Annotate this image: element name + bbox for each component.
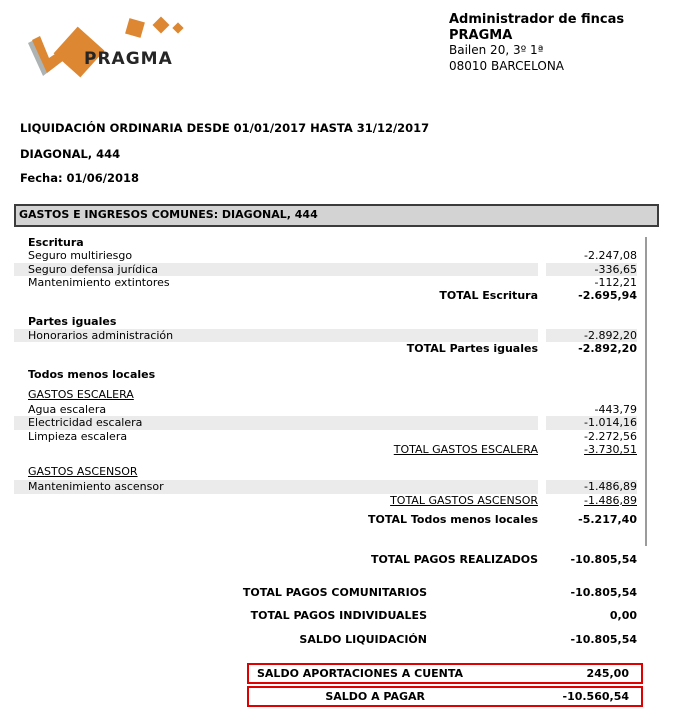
spacer xyxy=(14,526,656,553)
total-value: -1.486,89 xyxy=(584,493,637,507)
grand-total-row xyxy=(14,553,656,566)
total-label: TOTAL GASTOS ASCENSOR xyxy=(390,493,538,507)
highlight-label: SALDO A PAGAR xyxy=(325,690,425,704)
summary-value: -10.805,54 xyxy=(570,585,637,599)
group-total-row xyxy=(14,342,656,355)
total-label: TOTAL PAGOS REALIZADOS xyxy=(370,553,538,567)
expense-row xyxy=(14,249,656,262)
row-label: Electricidad escalera xyxy=(14,416,538,429)
row-value: -336,65 xyxy=(546,263,637,276)
statement-table xyxy=(14,236,656,709)
total-value: -2.695,94 xyxy=(578,289,637,303)
section-header-bar: GASTOS E INGRESOS COMUNES: DIAGONAL, 444 xyxy=(14,204,659,227)
summary-row xyxy=(14,609,656,623)
highlight-label: SALDO APORTACIONES A CUENTA xyxy=(257,667,464,681)
subgroup-heading: GASTOS ESCALERA xyxy=(28,387,134,401)
subgroup-total-row xyxy=(14,443,656,456)
row-value: -2.892,20 xyxy=(546,329,637,342)
expense-row xyxy=(14,263,656,276)
spacer xyxy=(14,567,656,586)
right-border-line xyxy=(645,237,647,546)
document-date: Fecha: 01/06/2018 xyxy=(20,171,139,185)
summary-label: TOTAL PAGOS INDIVIDUALES xyxy=(250,609,427,623)
expense-row xyxy=(14,480,656,493)
total-value: -10.805,54 xyxy=(570,553,637,567)
expense-row xyxy=(14,329,656,342)
summary-label: SALDO LIQUIDACIÓN xyxy=(299,632,427,646)
pragma-logo-icon xyxy=(28,8,198,84)
summary-value: 0,00 xyxy=(609,609,637,623)
total-value: -5.217,40 xyxy=(578,513,637,527)
row-value: -2.272,56 xyxy=(584,429,637,443)
total-label: TOTAL Escritura xyxy=(439,289,538,303)
spacer xyxy=(14,456,656,465)
logo-wordmark: PRAGMA xyxy=(84,49,173,69)
summary-value: -10.805,54 xyxy=(570,632,637,646)
highlight-value: 245,00 xyxy=(586,667,629,681)
spacer xyxy=(14,355,656,368)
group-heading: Escritura xyxy=(28,236,84,249)
group-heading: Partes iguales xyxy=(28,315,117,329)
row-label: Mantenimiento ascensor xyxy=(14,480,538,493)
document-titles xyxy=(20,121,429,185)
row-label: Mantenimiento extintores xyxy=(28,275,170,289)
highlight-value: -10.560,54 xyxy=(562,690,629,704)
document-title: LIQUIDACIÓN ORDINARIA DESDE 01/01/2017 HASTA 31/12/2017 xyxy=(20,121,430,135)
row-value: -1.486,89 xyxy=(546,480,637,493)
group-total-row xyxy=(14,289,656,302)
company-street: Bailen 20, 3º 1ª xyxy=(449,43,544,57)
total-value: -2.892,20 xyxy=(578,342,637,356)
row-label: Limpieza escalera xyxy=(28,429,128,443)
row-value: -443,79 xyxy=(594,402,637,416)
row-value: -2.247,08 xyxy=(584,249,637,263)
summary-label: TOTAL PAGOS COMUNITARIOS xyxy=(242,585,427,599)
row-label: Honorarios administración xyxy=(14,329,538,342)
saldo-a-pagar-box xyxy=(247,686,643,707)
row-value: -1.014,16 xyxy=(546,416,637,429)
spacer xyxy=(14,302,656,315)
expense-row xyxy=(14,276,656,289)
row-value: -112,21 xyxy=(594,275,637,289)
expense-row xyxy=(14,430,656,443)
subgroup-total-row xyxy=(14,494,656,507)
company-address-block xyxy=(449,12,677,74)
group-total-row xyxy=(14,513,656,526)
total-label: TOTAL Todos menos locales xyxy=(367,513,538,527)
property-name: DIAGONAL, 444 xyxy=(20,147,121,161)
row-label: Seguro multiriesgo xyxy=(28,249,133,263)
spacer xyxy=(14,656,656,663)
company-name: Administrador de fincas PRAGMA xyxy=(449,12,625,43)
total-value: -3.730,51 xyxy=(584,442,637,456)
row-label: Seguro defensa jurídica xyxy=(14,263,538,276)
company-city: 08010 BARCELONA xyxy=(449,58,565,73)
row-label: Agua escalera xyxy=(28,402,107,416)
total-label: TOTAL GASTOS ESCALERA xyxy=(393,442,538,456)
group-heading: Todos menos locales xyxy=(28,368,156,382)
total-label: TOTAL Partes iguales xyxy=(406,342,538,356)
summary-row xyxy=(14,586,656,600)
pragma-logo xyxy=(28,8,228,84)
subgroup-heading: GASTOS ASCENSOR xyxy=(28,465,138,479)
saldo-aportaciones-box xyxy=(247,663,643,684)
expense-row xyxy=(14,416,656,429)
summary-row xyxy=(14,633,656,647)
expense-row xyxy=(14,403,656,416)
